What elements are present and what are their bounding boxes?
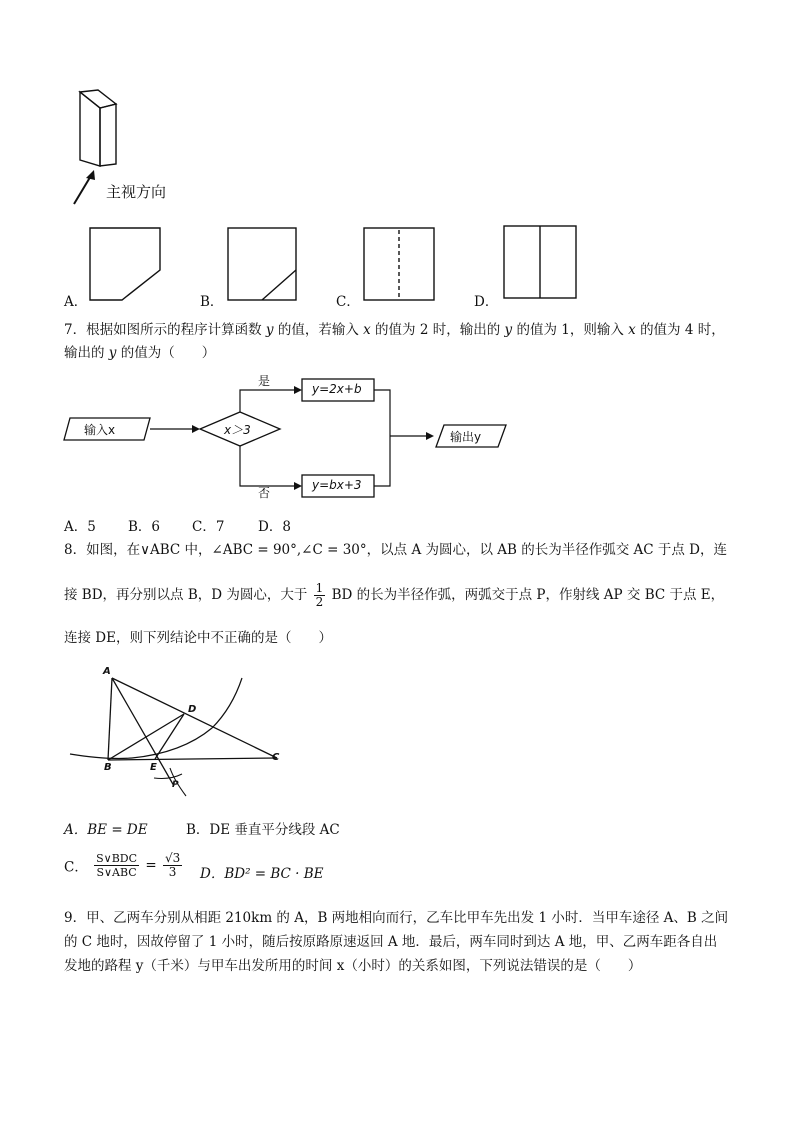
q6-option-d-figure (502, 224, 578, 302)
flowchart-input: 输入x (84, 423, 116, 437)
q8-stem-line3: 连接 DE，则下列结论中不正确的是（ ） (64, 630, 332, 646)
q6-option-a-figure (88, 226, 164, 302)
view-direction-arrow-icon (70, 168, 100, 208)
flowchart-branch-yes: y=2x+b (312, 382, 362, 396)
q8-geometry-figure (62, 658, 302, 808)
flowchart-no-label: 否 (258, 486, 271, 500)
point-e-label: E (150, 762, 157, 773)
q7-stem-line2: 输出的 y 的值为（ ） (64, 345, 216, 361)
q7-option-c: C．7 (192, 519, 225, 535)
q6-option-d-label: D． (474, 294, 499, 310)
q9-stem-line2: 的 C 地时，因故停留了 1 小时，随后按原路原速返回 A 地．最后，两车同时到达 A 地，甲、乙两车距各自出 (64, 934, 718, 950)
point-c-label: C (272, 752, 280, 763)
flowchart-condition: x＞3 (224, 423, 251, 437)
q7-stem-line1: 7．根据如图所示的程序计算函数 y 的值，若输入 x 的值为 2 时，输出的 y 的值为 1，则输入 x 的值为 4 时， (64, 322, 725, 338)
view-direction-label: 主视方向 (106, 183, 167, 201)
q7-option-a: A．5 (64, 519, 96, 535)
point-d-label: D (188, 704, 197, 715)
q8-option-a: A．BE = DE (64, 822, 148, 838)
solid-figure (66, 80, 126, 170)
flowchart-yes-label: 是 (258, 374, 271, 388)
q8-stem-line1: 8．如图，在∨ABC 中，∠ABC = 90°,∠C = 30°，以点 A 为圆心，以 AB 的长为半径作弧交 AC 于点 D，连 (64, 542, 728, 558)
q6-option-b-label: B． (200, 294, 224, 310)
q6-option-b-figure (226, 226, 298, 302)
point-a-label: A (103, 666, 111, 677)
q9-stem-line1: 9．甲、乙两车分别从相距 210km 的 A，B 两地相向而行，乙车比甲车先出发 1 小时．当甲车途径 A、B 之间 (64, 910, 729, 926)
q7-option-b: B．6 (128, 519, 161, 535)
q8-fraction: $\frac{1}{2}$ (315, 581, 324, 609)
q6-option-a-label: A． (64, 294, 88, 310)
q8-option-c: C． $\frac{\text{S∨BDC}}{\text{S∨ABC}}$ = $\frac{√3}{3}$ (64, 851, 181, 879)
flowchart-output: 输出y (450, 430, 482, 444)
q8-option-d: D．BD² = BC · BE (200, 866, 324, 882)
q6-option-c-figure (362, 226, 436, 302)
q6-option-c-label: C． (336, 294, 360, 310)
point-p-label: P (172, 780, 179, 790)
q8-stem-line2: 接 BD，再分别以点 B，D 为圆心，大于 $\frac{1}{2}$ BD 的长为半径作弧，两弧交于点 P，作射线 AP 交 BC 于点 E， (64, 581, 725, 609)
q7-option-d: D．8 (258, 519, 291, 535)
point-b-label: B (104, 762, 112, 773)
q9-stem-line3: 发地的路程 y（千米）与甲车出发所用的时间 x（小时）的关系如图，下列说法错误的是（ ） (64, 958, 642, 974)
q8-option-b: B．DE 垂直平分线段 AC (186, 822, 340, 838)
flowchart-branch-no: y=bx+3 (312, 478, 362, 492)
